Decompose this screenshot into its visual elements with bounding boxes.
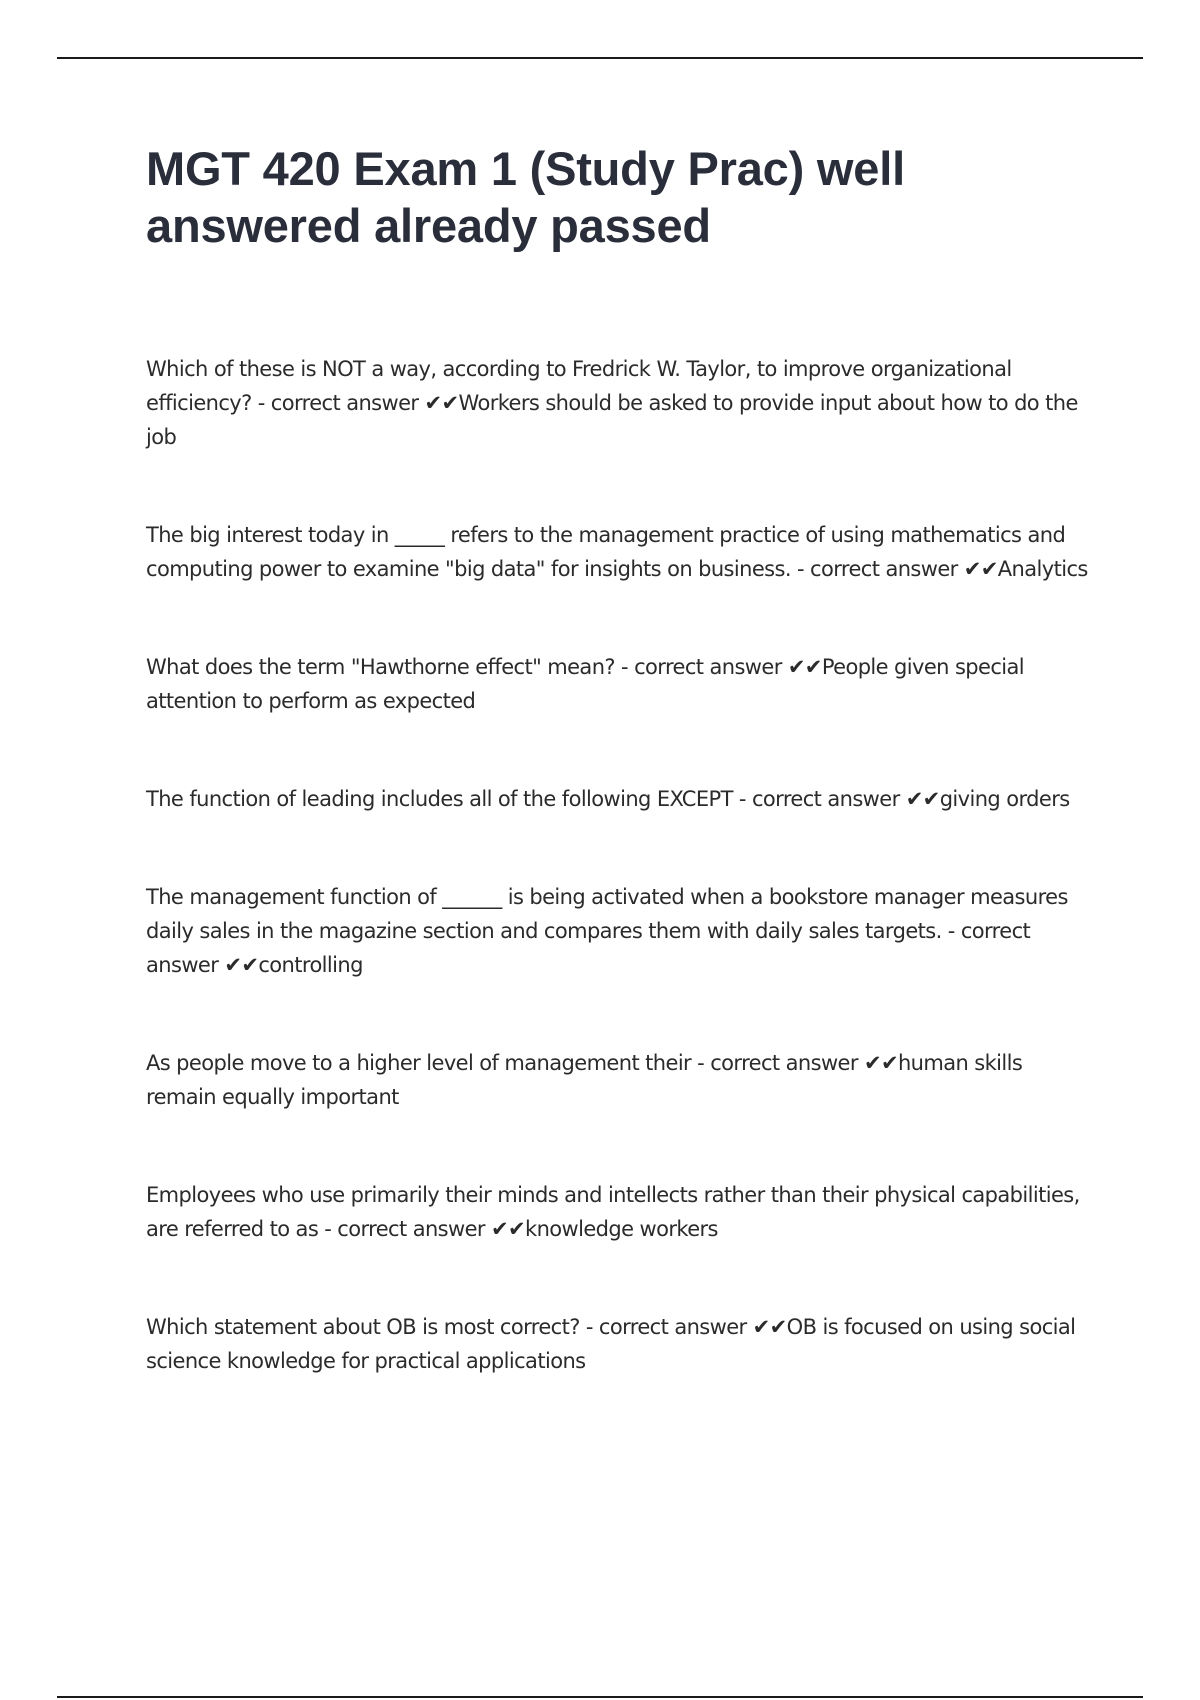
answer-separator: - correct answer [732,787,906,811]
answer-text: knowledge workers [525,1217,718,1241]
answer-text: Workers should be asked to provide input about how to do the job [146,391,1078,449]
top-rule [57,57,1143,59]
check-marks-icon: ✔✔ [491,1217,526,1241]
question-text: Which statement about OB is most correct? [146,1315,580,1339]
document-title: MGT 420 Exam 1 (Study Prac) well answered already passed [146,142,905,252]
answer-separator: - correct answer [691,1051,864,1075]
question-text: What does the term "Hawthorne effect" mean? [146,655,615,679]
qa-item [146,352,1096,454]
answer-text: OB is focused on using social science knowledge for practical applications [146,1315,1076,1373]
answer-text: giving orders [939,787,1070,811]
answer-text: controlling [258,953,363,977]
question-text: Which of these is NOT a way, according to Fredrick W. Taylor, to improve organizational efficiency? [146,357,1012,415]
qa-item [146,518,1096,586]
check-marks-icon: ✔✔ [424,391,459,415]
qa-item [146,782,1096,816]
question-text: The function of leading includes all of the following EXCEPT [146,787,733,811]
answer-separator: - correct answer [251,391,425,415]
check-marks-icon: ✔✔ [752,1315,787,1339]
qa-item [146,1178,1096,1246]
qa-list [146,352,1096,1378]
answer-text: Analytics [997,557,1088,581]
question-text: Employees who use primarily their minds and intellects rather than their physical capabilities, are referred to as [146,1183,1080,1241]
answer-text: human skills remain equally important [146,1051,1023,1109]
check-marks-icon: ✔✔ [863,1051,898,1075]
qa-item [146,650,1096,718]
question-text: As people move to a higher level of management their [146,1051,692,1075]
bottom-rule [57,1696,1143,1698]
check-marks-icon: ✔✔ [224,953,259,977]
answer-separator: - correct answer [614,655,788,679]
check-marks-icon: ✔✔ [905,787,940,811]
check-marks-icon: ✔✔ [963,557,998,581]
answer-separator: - correct answer [146,919,1037,977]
answer-text: People given special attention to perform as expected [146,655,1025,713]
check-marks-icon: ✔✔ [787,655,822,679]
answer-separator: - correct answer [790,557,964,581]
document-content [146,140,1096,1442]
qa-item [146,1310,1096,1378]
answer-separator: - correct answer [318,1217,492,1241]
question-text: The management function of ______ is being activated when a bookstore manager measures daily sales in the magazine section and compares them with daily sales targets. [146,885,1068,943]
question-text: The big interest today in _____ refers to the management practice of using mathematics and computing power to examine "big data" for insights on business. [146,523,1066,581]
qa-item [146,1046,1096,1114]
answer-separator: - correct answer [579,1315,753,1339]
qa-item [146,880,1096,982]
